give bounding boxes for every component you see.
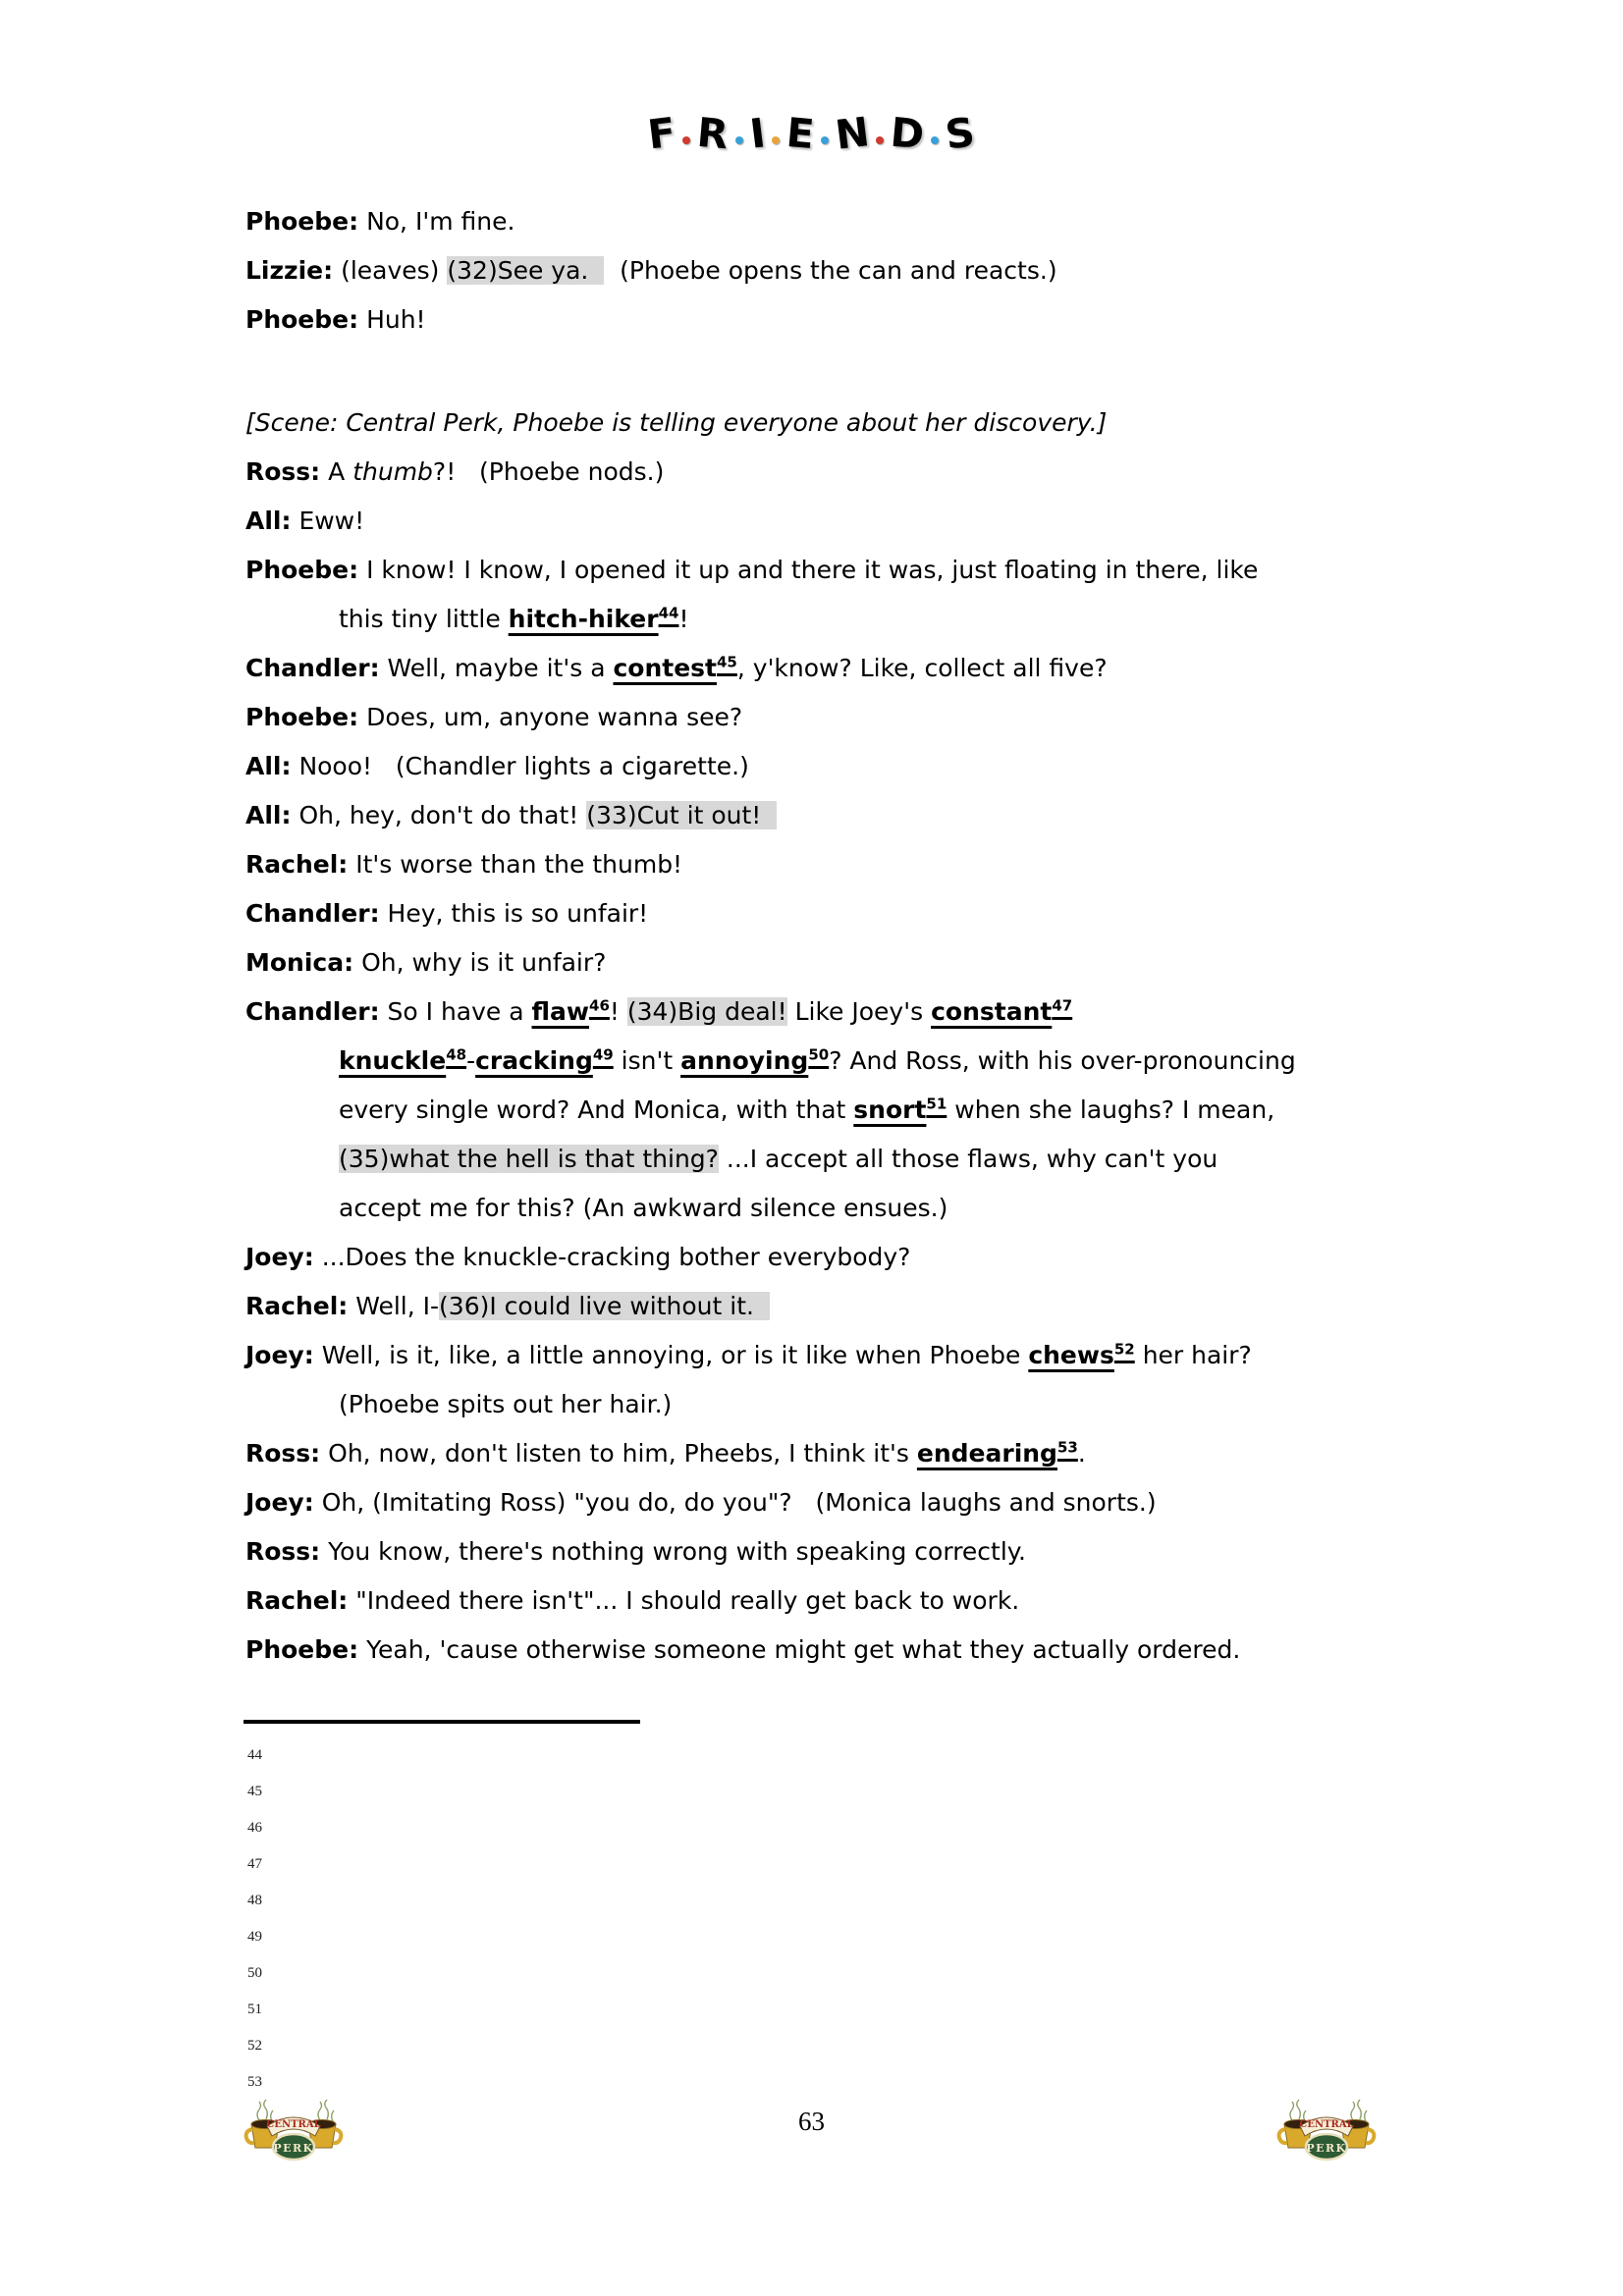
text-run: Eww! xyxy=(298,507,365,535)
glossary-term: knuckle xyxy=(339,1046,447,1075)
speaker-name: Ross: xyxy=(245,457,321,486)
text-run: Oh, (Imitating Ross) "you do, do you"? (Monica laughs and snorts.) xyxy=(321,1488,1157,1517)
dialogue-line xyxy=(245,448,1453,497)
text-run: (Phoebe opens the can and reacts.) xyxy=(604,256,1057,285)
logo-dot xyxy=(735,136,743,144)
text-run: "Indeed there isn't"... I should really get back to work. xyxy=(355,1586,1020,1615)
friends-logo-letter: E xyxy=(784,108,817,158)
footnote-ref: 45 xyxy=(717,653,737,671)
highlighted-phrase: (34)Big deal! xyxy=(626,997,787,1026)
footnote-number: 48 xyxy=(247,1893,262,1908)
glossary-term: constant xyxy=(931,997,1053,1026)
central-perk-logo-right xyxy=(1274,2095,1379,2167)
dialogue-line xyxy=(245,246,1453,295)
speaker-name: All: xyxy=(245,752,292,780)
friends-logo-letter: S xyxy=(943,107,978,159)
text-run: ...Does the knuckle-cracking bother everybody? xyxy=(321,1243,911,1271)
text-run: accept me for this? (An awkward silence ensues.) xyxy=(339,1194,948,1222)
speaker-name: Rachel: xyxy=(245,1292,349,1320)
central-banner-text: CENTRAL xyxy=(1299,2119,1354,2130)
paragraph-spacer xyxy=(245,345,1453,399)
glossary-term: endearing xyxy=(916,1439,1057,1468)
speaker-name: Lizzie: xyxy=(245,256,334,285)
dialogue-line xyxy=(245,938,1453,988)
speaker-name: Phoebe: xyxy=(245,207,359,236)
footnote-ref: 47 xyxy=(1052,996,1073,1015)
dialogue-line xyxy=(245,197,1453,246)
speaker-name: Joey: xyxy=(245,1243,314,1271)
speaker-name: Chandler: xyxy=(245,997,380,1026)
central-perk-logo-left xyxy=(242,2095,346,2167)
text-run: every single word? And Monica, with that xyxy=(339,1095,854,1124)
speaker-name: Rachel: xyxy=(245,1586,349,1615)
dialogue-line xyxy=(245,1429,1453,1478)
footnote-list xyxy=(247,1737,262,2101)
text-run: Like Joey's xyxy=(786,997,932,1026)
text-run: Does, um, anyone wanna see? xyxy=(366,703,743,731)
speaker-name: Ross: xyxy=(245,1439,321,1468)
central-perk-logo-image xyxy=(1274,2095,1379,2167)
text-run: isn't xyxy=(613,1046,681,1075)
text-run: . xyxy=(1077,1439,1086,1468)
speaker-name: Phoebe: xyxy=(245,305,359,334)
friends-logo-letter: N xyxy=(833,107,873,159)
speaker-name: Rachel: xyxy=(245,850,349,879)
footnote-number: 49 xyxy=(247,1929,262,1945)
logo-dot xyxy=(876,136,884,144)
speaker-name: Joey: xyxy=(245,1341,314,1369)
friends-logo-letter: R xyxy=(695,108,730,158)
speaker-name: Phoebe: xyxy=(245,703,359,731)
perk-oval xyxy=(273,2134,314,2160)
dialogue-line xyxy=(245,742,1453,791)
text-run: - xyxy=(466,1046,476,1075)
dialogue-line xyxy=(245,295,1453,345)
dialogue-line xyxy=(245,497,1453,546)
perk-oval xyxy=(1306,2134,1347,2160)
logo-dot xyxy=(682,136,690,144)
friends-logo-letter: I xyxy=(746,108,768,158)
footnote-ref: 46 xyxy=(589,996,610,1015)
dialogue-line xyxy=(245,1331,1453,1429)
text-run: A xyxy=(328,457,353,486)
dialogue-line xyxy=(245,791,1453,840)
text-run: , y'know? Like, collect all five? xyxy=(736,654,1108,682)
footnote-number: 46 xyxy=(247,1820,262,1836)
glossary-term: chews xyxy=(1028,1341,1114,1369)
footnote-ref: 52 xyxy=(1113,1340,1135,1359)
friends-logo xyxy=(0,102,1623,165)
speaker-name: Ross: xyxy=(245,1537,321,1566)
glossary-term: flaw xyxy=(531,997,590,1026)
speaker-name: Monica: xyxy=(245,948,354,977)
highlighted-phrase: (35)what the hell is that thing? xyxy=(339,1145,719,1173)
text-run: No, I'm fine. xyxy=(366,207,515,236)
scene-heading xyxy=(245,399,1453,448)
text-run: Well, I- xyxy=(355,1292,440,1320)
dialogue-line xyxy=(245,644,1453,693)
footnote-number: 50 xyxy=(247,1965,262,1981)
footnote-number: 44 xyxy=(247,1747,262,1763)
text-run: Hey, this is so unfair! xyxy=(387,899,649,928)
footnote-ref: 49 xyxy=(592,1045,614,1064)
logo-dot xyxy=(821,136,829,144)
friends-logo-letter: D xyxy=(889,108,927,158)
logo-dot xyxy=(931,136,939,144)
speaker-name: All: xyxy=(245,801,292,829)
text-run: [Scene: Central Perk, Phoebe is telling everyone about her discovery.] xyxy=(245,408,1108,437)
dialogue-line xyxy=(245,1233,1453,1282)
highlighted-phrase: (36)I could live without it. xyxy=(439,1292,770,1320)
speaker-name: Phoebe: xyxy=(245,556,359,584)
footnote-number: 45 xyxy=(247,1784,262,1799)
footnote-ref: 44 xyxy=(658,604,679,622)
perk-oval-text: PERK xyxy=(1306,2142,1347,2155)
glossary-term: contest xyxy=(613,654,717,682)
text-run: It's worse than the thumb! xyxy=(355,850,683,879)
text-run: You know, there's nothing wrong with speaking correctly. xyxy=(328,1537,1026,1566)
footnote-ref: 51 xyxy=(926,1095,947,1113)
dialogue-line xyxy=(245,1527,1453,1576)
footnote-number: 53 xyxy=(247,2074,262,2090)
text-run: Oh, now, don't listen to him, Pheebs, I think it's xyxy=(328,1439,917,1468)
text-run: (leaves) xyxy=(341,256,448,285)
text-run: when she laughs? I mean, xyxy=(947,1095,1275,1124)
speaker-name: Phoebe: xyxy=(245,1635,359,1664)
text-run: Well, maybe it's a xyxy=(387,654,614,682)
glossary-term: snort xyxy=(853,1095,927,1124)
logo-dot xyxy=(772,136,780,144)
text-run: this tiny little xyxy=(339,605,509,633)
text-run: ? And Ross, with his over-pronouncing xyxy=(829,1046,1296,1075)
dialogue-line xyxy=(245,1282,1453,1331)
speaker-name: Chandler: xyxy=(245,899,380,928)
footnote-number: 52 xyxy=(247,2038,262,2054)
text-run: So I have a xyxy=(387,997,532,1026)
dialogue-line xyxy=(245,546,1453,644)
glossary-term: annoying xyxy=(680,1046,809,1075)
footnote-ref: 48 xyxy=(446,1045,467,1064)
text-run: ...I accept all those flaws, why can't you xyxy=(718,1145,1218,1173)
text-run: (Phoebe spits out her hair.) xyxy=(339,1390,673,1418)
footnote-separator xyxy=(243,1720,640,1724)
text-run: Huh! xyxy=(366,305,426,334)
dialogue-line xyxy=(245,1626,1453,1675)
central-perk-logo-image xyxy=(242,2095,346,2167)
text-run: ! xyxy=(678,605,689,633)
footnote-number: 47 xyxy=(247,1856,262,1872)
friends-logo-letter: F xyxy=(645,107,678,159)
dialogue-line xyxy=(245,889,1453,938)
text-run: I know! I know, I opened it up and there it was, just floating in there, like xyxy=(366,556,1259,584)
text-run: thumb xyxy=(352,457,433,486)
central-banner-text: CENTRAL xyxy=(266,2119,321,2130)
perk-oval-text: PERK xyxy=(273,2142,314,2155)
dialogue-line xyxy=(245,840,1453,889)
dialogue-line xyxy=(245,693,1453,742)
glossary-term: cracking xyxy=(475,1046,593,1075)
glossary-term: hitch-hiker xyxy=(508,605,659,633)
footnote-number: 51 xyxy=(247,2002,262,2017)
dialogue-line xyxy=(245,1576,1453,1626)
footnote-ref: 50 xyxy=(808,1045,830,1064)
highlighted-phrase: (32)See ya. xyxy=(447,256,605,285)
footnote-ref: 53 xyxy=(1056,1438,1078,1457)
dialogue-line xyxy=(245,988,1453,1233)
script-body xyxy=(245,197,1453,1675)
text-run: her hair? xyxy=(1134,1341,1252,1369)
page-number: 63 xyxy=(798,2107,825,2136)
text-run: Nooo! (Chandler lights a cigarette.) xyxy=(298,752,749,780)
text-run: Well, is it, like, a little annoying, or is it like when Phoebe xyxy=(321,1341,1029,1369)
speaker-name: Chandler: xyxy=(245,654,380,682)
text-run: ! xyxy=(609,997,627,1026)
text-run: Yeah, 'cause otherwise someone might get what they actually ordered. xyxy=(366,1635,1241,1664)
dialogue-line xyxy=(245,1478,1453,1527)
text-run: ?! (Phoebe nods.) xyxy=(432,457,665,486)
speaker-name: All: xyxy=(245,507,292,535)
highlighted-phrase: (33)Cut it out! xyxy=(586,801,778,829)
text-run: Oh, why is it unfair? xyxy=(361,948,607,977)
text-run: Oh, hey, don't do that! xyxy=(298,801,587,829)
speaker-name: Joey: xyxy=(245,1488,314,1517)
